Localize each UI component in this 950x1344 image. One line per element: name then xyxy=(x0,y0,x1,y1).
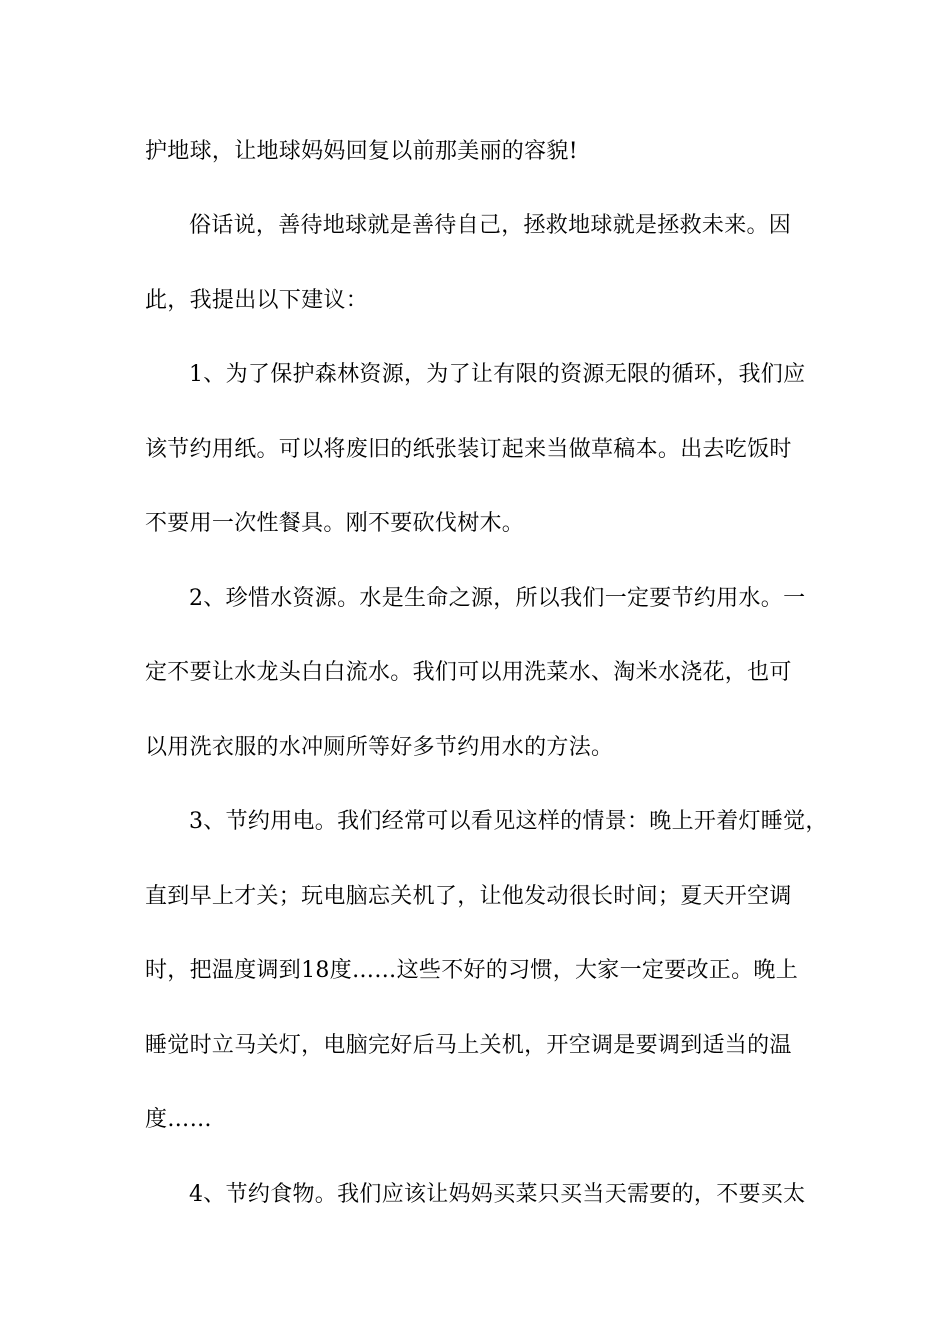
text-line-1: 护地球，让地球妈妈回复以前那美丽的容貌! xyxy=(145,139,578,164)
text-line-12: 时，把温度调到18度……这些不好的习惯，大家一定要改正。晚上 xyxy=(145,958,798,983)
text-line-13: 睡觉时立马关灯，电脑完好后马上关机，开空调是要调到适当的温 xyxy=(145,1033,792,1058)
text-line-3: 此，我提出以下建议： xyxy=(145,288,369,313)
text-line-9: 以用洗衣服的水冲厕所等好多节约用水的方法。 xyxy=(145,735,614,760)
text-line-14: 度…… xyxy=(145,1107,212,1132)
text-line-7: 2、珍惜水资源。水是生命之源，所以我们一定要节约用水。一 xyxy=(189,586,806,611)
text-line-11: 直到早上才关；玩电脑忘关机了，让他发动很长时间；夏天开空调 xyxy=(145,884,792,909)
text-line-6: 不要用一次性餐具。刚不要砍伐树木。 xyxy=(145,511,525,536)
text-line-8: 定不要让水龙头白白流水。我们可以用洗菜水、淘米水浇花，也可 xyxy=(145,660,792,685)
text-line-10: 3、节约用电。我们经常可以看见这样的情景：晚上开着灯睡觉， xyxy=(189,809,828,834)
text-line-2: 俗话说，善待地球就是善待自己，拯救地球就是拯救未来。因 xyxy=(189,213,792,238)
text-line-5: 该节约用纸。可以将废旧的纸张装订起来当做草稿本。出去吃饭时 xyxy=(145,437,792,462)
text-line-4: 1、为了保护森林资源，为了让有限的资源无限的循环，我们应 xyxy=(189,362,806,387)
text-line-15: 4、节约食物。我们应该让妈妈买菜只买当天需要的，不要买太 xyxy=(189,1182,806,1207)
